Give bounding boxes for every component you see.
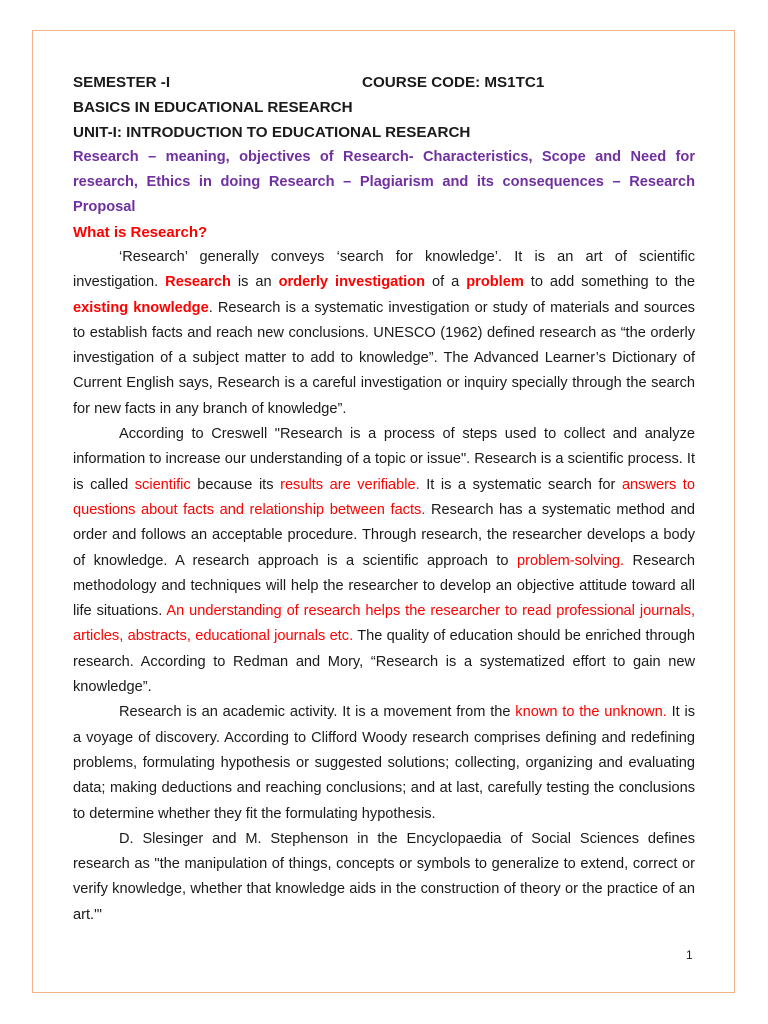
highlight-text: problem-solving. xyxy=(517,552,625,569)
unit-title: UNIT-I: INTRODUCTION TO EDUCATIONAL RESEARCH xyxy=(73,124,471,141)
highlight-term: existing knowledge xyxy=(73,299,209,316)
highlight-text: results are verifiable. xyxy=(280,476,420,493)
text-span: because its xyxy=(190,476,281,493)
text-span: It is a systematic search for xyxy=(419,476,622,493)
page-number: 1 xyxy=(686,948,693,962)
highlight-text: An understanding of research helps the researcher to read professional journals, articles, abstracts, educational journals etc. xyxy=(73,603,695,645)
text-span: Research has a systematic method and order and follows an acceptable procedure. Through research, the researcher develops a body of knowledge. A research approach is a scientific approach to xyxy=(73,501,695,569)
highlight-term: problem xyxy=(466,274,524,291)
semester-label: SEMESTER -I xyxy=(73,74,171,91)
highlight-term: orderly investigation xyxy=(278,274,426,291)
course-code: COURSE CODE: MS1TC1 xyxy=(362,74,545,91)
section-heading: What is Research? xyxy=(73,224,208,241)
highlight-text: known to the unknown. xyxy=(515,704,667,721)
text-span: According to Creswell "Research is a process of steps used to collect and analyze information to increase our understanding of a topic or issue". Research is a scientific process. It is called xyxy=(73,426,695,493)
paragraph-3 xyxy=(73,700,695,826)
text-span: ‘Research’ generally conveys ‘search for knowledge’. It is an art of scientific investigation. xyxy=(73,249,695,291)
highlight-text: scientific xyxy=(134,476,191,493)
text-span: to add something to the xyxy=(523,274,695,291)
paragraph-4: D. Slesinger and M. Stephenson in the Encyclopaedia of Social Sciences defines research as "the manipulation of things, concepts or symbols to generalize to extend, correct or verify knowledge, whether that knowledge aids in the construction of theory or the practice of an art."' xyxy=(73,830,695,923)
text-span: of a xyxy=(425,274,467,291)
text-span: is an xyxy=(230,274,279,291)
paragraph-2 xyxy=(73,422,695,700)
header-row xyxy=(73,70,695,95)
text-span: It is a voyage of discovery. According to Clifford Woody research comprises defining and redefining problems, formulating hypothesis or suggested solutions; collecting, organizing and evaluating data; making deductions and reaching conclusions; and at last, carefully testing the conclusions to determine whether they fit the formulating hypothesis. xyxy=(73,704,696,822)
highlight-term: Research xyxy=(165,274,231,291)
text-span: The quality of education should be enriched through research. According to Redman and Mory, “Research is a systematized effort to gain new knowledge”. xyxy=(73,628,695,696)
text-span: Research methodology and techniques will help the researcher to develop an objective attitude toward all life situations. xyxy=(73,552,695,620)
subject-title: BASICS IN EDUCATIONAL RESEARCH xyxy=(73,99,353,116)
document-body xyxy=(73,70,695,928)
syllabus-topics: Research – meaning, objectives of Research- Characteristics, Scope and Need for research, Ethics in doing Research – Plagiarism and its consequences – Research Proposal xyxy=(73,149,695,215)
paragraph-1 xyxy=(73,245,695,422)
text-span: . Research is a systematic investigation or study of materials and sources to establish facts and reach new conclusions. UNESCO (1962) defined research as “the orderly investigation of a subject matter to add to knowledge”. The Advanced Learner’s Dictionary of Current English says, Research is a careful investigation or inquiry specially through the search for new facts in any branch of knowledge”. xyxy=(73,299,695,417)
highlight-text: answers to questions about facts and relationship between facts. xyxy=(73,476,695,518)
text-span: Research is an academic activity. It is a movement from the xyxy=(119,704,516,721)
